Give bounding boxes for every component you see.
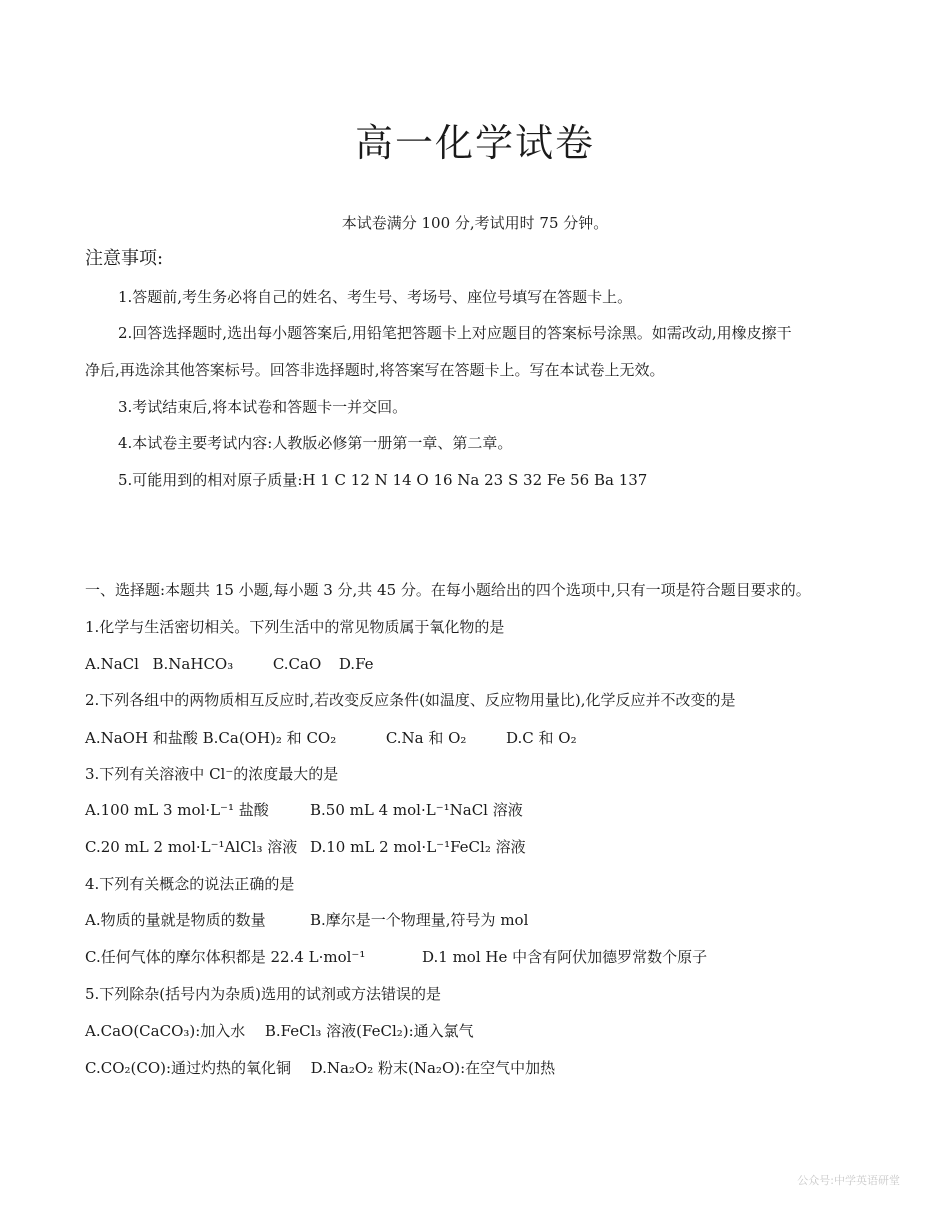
option-a: A.100 mL 3 mol·L⁻¹ 盐酸 (85, 801, 269, 819)
option-c: C.CO₂(CO):通过灼热的氧化铜 (85, 1059, 292, 1077)
option-b: B.FeCl₃ 溶液(FeCl₂):通入氯气 (264, 1022, 474, 1040)
notice-item: 净后,再选涂其他答案标号。回答非选择题时,将答案写在答题卡上。写在本试卷上无效。 (85, 361, 665, 379)
option-c: C.Na 和 O₂ (385, 729, 467, 747)
question-options (85, 654, 374, 674)
watermark: 公众号:中学英语研堂 (797, 1174, 900, 1187)
notice-item: 3.考试结束后,将本试卷和答题卡一并交回。 (118, 398, 408, 416)
option-a: A.NaOH 和盐酸 (85, 729, 198, 747)
option-c: C.CaO (272, 655, 322, 673)
question-options (85, 728, 577, 748)
option-d: D.10 mL 2 mol·L⁻¹FeCl₂ 溶液 (310, 838, 526, 856)
question-stem: 5.下列除杂(括号内为杂质)选用的试剂或方法错误的是 (85, 985, 442, 1003)
question-options (85, 1021, 474, 1041)
notice-item: 1.答题前,考生务必将自己的姓名、考生号、考场号、座位号填写在答题卡上。 (118, 288, 633, 306)
option-a: A.物质的量就是物质的数量 (85, 911, 266, 929)
option-d: D.C 和 O₂ (506, 729, 577, 747)
question-stem: 2.下列各组中的两物质相互反应时,若改变反应条件(如温度、反应物用量比),化学反应并不改变的是 (85, 691, 736, 709)
option-b: B.NaHCO₃ (152, 655, 234, 673)
option-d: D.Na₂O₂ 粉末(Na₂O):在空气中加热 (310, 1059, 556, 1077)
exam-info: 本试卷满分 100 分,考试用时 75 分钟。 (341, 214, 609, 232)
notice-item: 5.可能用到的相对原子质量:H 1 C 12 N 14 O 16 Na 23 S 32 Fe 56 Ba 137 (118, 471, 648, 489)
option-d: D.1 mol He 中含有阿伏加德罗常数个原子 (422, 948, 708, 966)
option-d: D.Fe (338, 655, 374, 673)
option-c: C.20 mL 2 mol·L⁻¹AlCl₃ 溶液 (85, 838, 298, 856)
notice-item: 2.回答选择题时,选出每小题答案后,用铅笔把答题卡上对应题目的答案标号涂黑。如需改动,用橡皮擦干 (118, 324, 792, 342)
option-a: A.CaO(CaCO₃):加入水 (85, 1022, 246, 1040)
question-stem: 3.下列有关溶液中 Cl⁻的浓度最大的是 (85, 765, 339, 783)
question-stem: 1.化学与生活密切相关。下列生活中的常见物质属于氧化物的是 (85, 618, 505, 636)
question-stem: 4.下列有关概念的说法正确的是 (85, 875, 295, 893)
option-b: B.摩尔是一个物理量,符号为 mol (310, 911, 529, 929)
notice-item: 4.本试卷主要考试内容:人教版必修第一册第一章、第二章。 (118, 434, 513, 452)
option-a: A.NaCl (85, 655, 139, 673)
page-title: 高一化学试卷 (354, 121, 595, 165)
option-c: C.任何气体的摩尔体积都是 22.4 L·mol⁻¹ (85, 948, 366, 966)
option-b: B.50 mL 4 mol·L⁻¹NaCl 溶液 (310, 801, 523, 819)
section-heading: 一、选择题:本题共 15 小题,每小题 3 分,共 45 分。在每小题给出的四个选项中,只有一项是符合题目要求的。 (85, 581, 811, 599)
question-options (85, 1058, 555, 1078)
option-b: B.Ca(OH)₂ 和 CO₂ (202, 729, 337, 747)
notice-heading: 注意事项: (85, 248, 164, 269)
